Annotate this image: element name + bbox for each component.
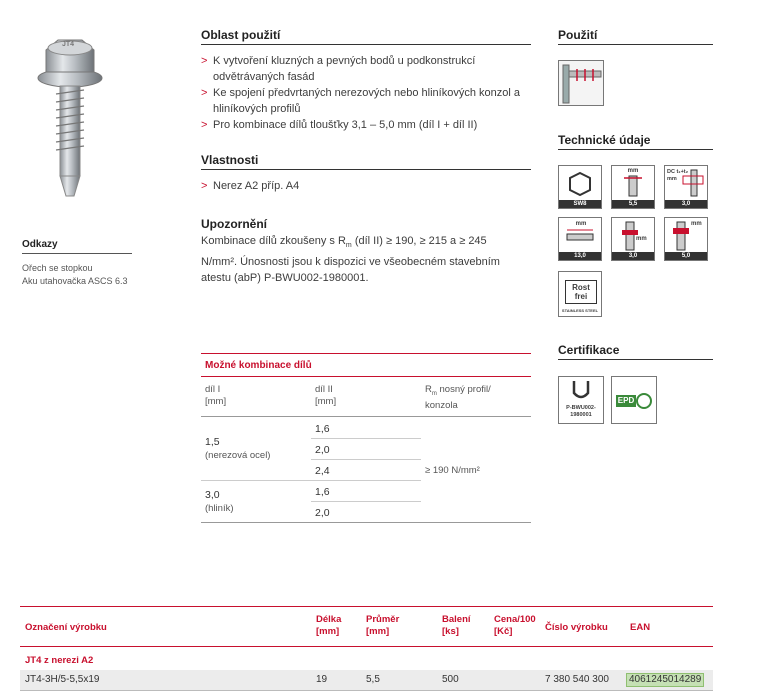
group-note: (nerezová ocel) [205, 450, 271, 461]
col-header-price: Cena/100 [Kč] [494, 614, 536, 637]
head-marking: JT4 [62, 41, 75, 48]
product-ean[interactable]: 4061245014289 [626, 673, 704, 687]
col-header-pack: Balení [ks] [442, 614, 471, 637]
row-value: 2,4 [315, 465, 330, 477]
tech-tile-thickness: DC t₁+t₂ mm 3,0 [664, 165, 708, 209]
warning-text: Kombinace dílů zkoušeny s $R_m$ (díl II) ≥ 190, ≥ 215 a ≥ 245 N/mm². Únosnosti jsou k dispozici ve všeobecném stavebním atestu (abP) P-BWU002-1980001. [201, 235, 500, 285]
row-value: 2,0 [315, 507, 330, 519]
product-name: JT4-3H/5-5,5x19 [25, 674, 100, 685]
epd-badge: EPD [611, 376, 657, 424]
group-note: (hliník) [205, 503, 234, 514]
row-value: 1,6 [315, 486, 330, 498]
tech-tile-min-thickness: mm 3,0 [611, 217, 655, 261]
product-pack: 500 [442, 674, 459, 685]
col-header: díl I [mm] [205, 384, 227, 407]
usage-title: Oblast použití [201, 28, 281, 42]
properties-title: Vlastnosti [201, 153, 259, 167]
tech-tile-diameter: mm 5,5 [611, 165, 655, 209]
col-header-diameter: Průměr [mm] [366, 614, 400, 637]
tech-title: Technické údaje [558, 133, 651, 147]
usage-diagram [558, 60, 604, 106]
group-value: 3,0 [205, 489, 220, 501]
product-image [18, 30, 118, 200]
product-length: 19 [316, 674, 328, 685]
col-header: $R_m$ nosný profil/ konzola [425, 384, 491, 411]
product-diameter: 5,5 [366, 674, 380, 685]
sidebar-usage-title: Použití [558, 28, 598, 42]
group-value: 1,5 [205, 436, 220, 448]
product-group: JT4 z nerezi A2 [25, 655, 94, 666]
cert-badge: P-BWU002-1980001 [558, 376, 604, 424]
tech-tile-max-thickness: mm 5,0 [664, 217, 708, 261]
usage-list [201, 53, 531, 133]
rm-value: ≥ 190 N/mm² [425, 465, 480, 476]
list-item: > Pro kombinace dílů tloušťky 3,1 – 5,0 mm (díl I + díl II) [201, 119, 478, 131]
references-title: Odkazy [22, 239, 58, 250]
list-item: > K vytvoření kluzných a pevných bodů u podkonstrukcí odvětrávaných fasád [201, 55, 476, 83]
row-value: 1,6 [315, 423, 330, 435]
reference-item[interactable]: Ořech se stopkou [22, 263, 93, 273]
combos-title: Možné kombinace dílů [205, 360, 312, 371]
cert-title: Certifikace [558, 343, 620, 357]
row-value: 2,0 [315, 444, 330, 456]
tech-tile-length: mm 13,0 [558, 217, 602, 261]
col-header-ean: EAN [630, 622, 651, 633]
reference-item[interactable]: Aku utahovačka ASCS 6.3 [22, 276, 128, 286]
list-item: > Ke spojení předvrtaných nerezových nebo hliníkových konzol a hliníkových profilů [201, 87, 520, 115]
col-header: díl II [mm] [315, 384, 337, 407]
list-item: > Nerez A2 příp. A4 [201, 180, 300, 192]
col-header-number: Číslo výrobku [545, 622, 608, 633]
tech-tile-sw: SW8 [558, 165, 602, 209]
rost-frei-badge: Rost frei STAINLESS STEEL [558, 271, 602, 317]
col-header-name: Označení výrobku [25, 622, 107, 633]
properties-list [201, 178, 531, 194]
warning-title: Upozornění [201, 217, 267, 231]
table-row[interactable] [20, 670, 713, 690]
product-number: 7 380 540 300 [545, 674, 609, 685]
col-header-length: Délka [mm] [316, 614, 342, 637]
